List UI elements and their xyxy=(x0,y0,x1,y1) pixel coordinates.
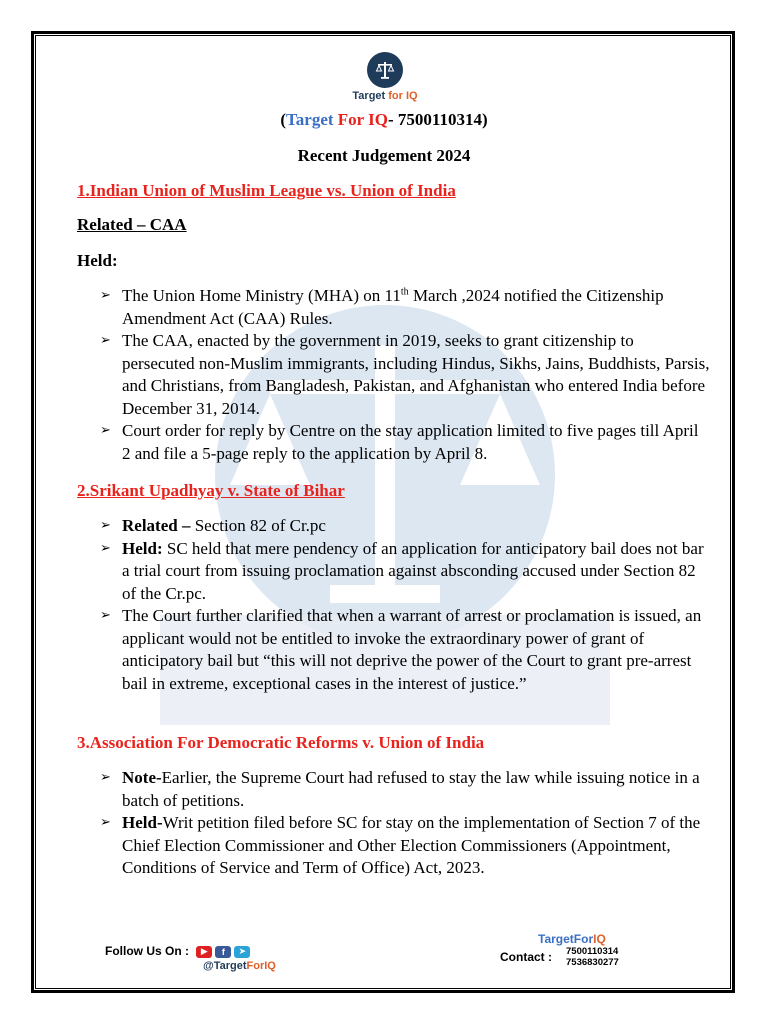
footer-brand-a: TargetFor xyxy=(538,932,594,946)
section-2-bullets xyxy=(100,515,710,695)
arrow-bullet-icon: ➢ xyxy=(100,288,111,303)
brand-logo xyxy=(340,52,430,102)
contact-label: Contact : xyxy=(500,950,552,964)
superscript: th xyxy=(400,286,409,298)
footer-brand xyxy=(538,932,606,946)
list-item xyxy=(100,285,710,330)
bullet-text: The Union Home Ministry (MHA) on 11 xyxy=(122,286,401,305)
section-2-heading: 2.Srikant Upadhyay v. State of Bihar xyxy=(77,481,345,500)
page-title: Recent Judgement 2024 xyxy=(297,146,471,165)
scales-of-justice-icon xyxy=(367,52,403,88)
open-paren: ( xyxy=(280,110,286,129)
section-3-bullets xyxy=(100,767,710,880)
bullet-text: Writ petition filed before SC for stay on the implementation of Section 7 of the Chief Election Commissioner and Other Election Commissioners (Appointment, Conditions of Service and Term of Office) Act, 2023. xyxy=(122,813,701,877)
bullet-label: Held: xyxy=(122,538,163,558)
contact-numbers xyxy=(566,946,619,968)
bullet-label: Held- xyxy=(122,813,163,832)
bullet-label: Related – xyxy=(122,516,191,535)
logo-word-target: Target xyxy=(352,90,389,102)
footer-brand-b: IQ xyxy=(593,932,606,946)
arrow-bullet-icon: ➢ xyxy=(100,540,111,556)
handle-part-a: @Target xyxy=(203,960,247,972)
bullet-text: Earlier, the Supreme Court had refused to stay the law while issuing notice in a batch of petitions. xyxy=(122,768,700,810)
list-item xyxy=(100,515,710,538)
follow-us xyxy=(105,944,250,958)
section-1-bullets xyxy=(100,285,710,465)
brand-contact-line xyxy=(0,110,768,130)
logo-wordmark xyxy=(340,90,430,102)
arrow-bullet-icon: ➢ xyxy=(100,608,111,623)
bullet-text: The CAA, enacted by the government in 2019, seeks to grant citizenship to persecuted non-Muslim immigrants, including Hindus, Sikhs, Jains, Buddhists, Parsis, and Christians, from Bangladesh, Pakistan, and Afghanistan who entered India before December 31, 2014. xyxy=(122,331,710,418)
list-item xyxy=(100,812,710,880)
bullet-text: March ,2024 notified the Citizenship Amendment Act (CAA) Rules. xyxy=(122,286,664,328)
arrow-bullet-icon: ➢ xyxy=(100,423,111,438)
logo-word-for-iq: for IQ xyxy=(388,90,418,102)
brand-phone: - 7500110314 xyxy=(388,110,482,129)
social-handle[interactable] xyxy=(203,960,276,972)
contact-phone-2: 7536830277 xyxy=(566,957,619,968)
follow-label: Follow Us On : xyxy=(105,944,189,958)
telegram-icon[interactable]: ➤ xyxy=(234,946,250,958)
facebook-icon[interactable]: f xyxy=(215,946,231,958)
list-item xyxy=(100,767,710,812)
arrow-bullet-icon: ➢ xyxy=(100,770,111,785)
bullet-text: Section 82 of Cr.pc xyxy=(190,516,326,535)
bullet-text: SC held that mere pendency of an application for anticipatory bail does not bar a trial court from issuing proclamation against absconding accused under Section 82 of the Cr.pc. xyxy=(122,538,704,603)
contact-phone-1: 7500110314 xyxy=(566,946,619,957)
close-paren: ) xyxy=(481,110,488,129)
handle-part-b: ForIQ xyxy=(246,960,276,972)
bullet-text: Court order for reply by Centre on the stay application limited to five pages till April 2 and file a 5-page reply to the application by April 8. xyxy=(122,421,699,463)
bullet-text: The Court further clarified that when a warrant of arrest or proclamation is issued, an applicant would not be entitled to invoke the extraordinary power of grant of anticipatory bail but “this will not deprive the power of the Court to grant pre-arrest bail in extreme, exceptional cases in the interest of justice.” xyxy=(122,606,702,693)
section-3-heading: 3.Association For Democratic Reforms v. Union of India xyxy=(77,733,485,752)
list-item xyxy=(100,605,710,695)
bullet-label: Note- xyxy=(122,768,162,787)
brand-for-iq: For IQ xyxy=(337,110,388,129)
section-1-held: Held: xyxy=(77,251,118,270)
list-item xyxy=(100,420,710,465)
brand-target: Target xyxy=(286,110,338,129)
arrow-bullet-icon: ➢ xyxy=(100,815,111,830)
arrow-bullet-icon: ➢ xyxy=(100,333,111,348)
list-item xyxy=(100,330,710,420)
list-item xyxy=(100,538,710,606)
youtube-icon[interactable]: ▶ xyxy=(196,946,212,958)
social-icons xyxy=(196,946,250,958)
section-1-heading: 1.Indian Union of Muslim League vs. Union of India xyxy=(77,181,456,200)
arrow-bullet-icon: ➢ xyxy=(100,518,111,533)
section-1-related: Related – CAA xyxy=(77,215,187,234)
